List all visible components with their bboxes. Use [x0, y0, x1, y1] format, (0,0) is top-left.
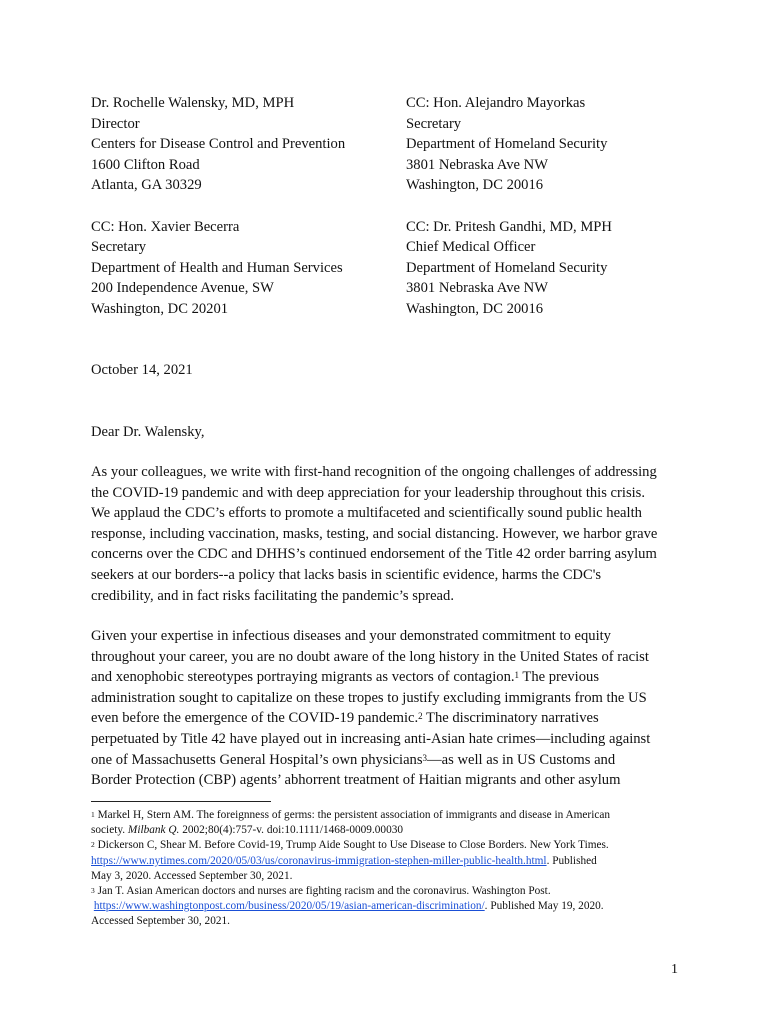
text-line: seekers at our borders--a policy that lacks basis in scientific evidence, harms the CDC's	[91, 566, 602, 583]
recipient-organization: Department of Health and Human Services	[91, 259, 343, 276]
footnotes	[91, 808, 691, 930]
recipient-becerra	[91, 217, 391, 320]
text-line	[91, 750, 681, 771]
text-line: administration sought to capitalize on these tropes to justify excluding immigrants from the US	[91, 689, 647, 706]
text-line: Given your expertise in infectious diseases and your demonstrated commitment to equity	[91, 628, 611, 644]
footnote-text: Markel H, Stern AM. The foreignness of germs: the persistent association of immigrants and disease in American	[97, 809, 611, 821]
footnote-text: 2002;80(4):757-v. doi:10.1111/1468-0009.00030	[179, 824, 404, 837]
text-span: The discriminatory narratives	[422, 710, 599, 727]
text-line: the COVID-19 pandemic and with deep appreciation for your leadership throughout this crisis.	[91, 484, 646, 501]
footnote-3-cont: Accessed September 30, 2021.	[91, 915, 230, 928]
footnote-ref-2[interactable]: 2	[418, 711, 423, 722]
recipient-title: Secretary	[406, 115, 462, 132]
footnote-number: 1	[91, 810, 95, 819]
recipient-walensky	[91, 93, 391, 196]
recipient-title: Chief Medical Officer	[406, 239, 536, 256]
recipient-title: Director	[91, 115, 140, 132]
text-line: As your colleagues, we write with first-hand recognition of the ongoing challenges of addressing	[91, 464, 657, 480]
footnote-text: Dickerson C, Shear M. Before Covid-19, Trump Aide Sought to Use Disease to Close Borders. New York Times.	[97, 839, 609, 852]
recipient-mayorkas	[406, 93, 736, 196]
text-span: and xenophobic stereotypes portraying migrants as vectors of contagion.	[91, 669, 515, 686]
recipient-street: 3801 Nebraska Ave NW	[406, 280, 548, 297]
letter-date: October 14, 2021	[91, 362, 193, 378]
text-line: response, including vaccination, masks, testing, and social distancing. However, we harbor grave	[91, 525, 658, 542]
footnote-2-cont	[91, 854, 691, 869]
footnote-link-nytimes[interactable]: https://www.nytimes.com/2020/05/03/us/coronavirus-immigration-stephen-miller-public-health.html	[91, 854, 547, 867]
text-span: even before the emergence of the COVID-19 pandemic.	[91, 710, 419, 727]
recipient-street: 1600 Clifton Road	[91, 156, 200, 173]
recipient-street: 3801 Nebraska Ave NW	[406, 156, 548, 173]
footnote-2	[91, 838, 691, 853]
recipient-gandhi	[406, 217, 736, 320]
footnote-text: . Published	[546, 854, 597, 867]
recipient-organization: Department of Homeland Security	[406, 136, 608, 153]
footnote-3-cont	[91, 899, 691, 914]
recipient-column-right	[406, 93, 736, 340]
recipient-name: CC: Hon. Xavier Becerra	[91, 218, 240, 235]
text-span: The previous	[519, 669, 599, 686]
footnote-text: . Published May 19, 2020.	[484, 900, 604, 913]
text-span: one of Massachusetts General Hospital’s own physicians	[91, 751, 423, 768]
recipient-organization: Department of Homeland Security	[406, 259, 608, 276]
footnote-3	[91, 884, 691, 899]
text-line: throughout your career, you are no doubt aware of the long history in the United States of racist	[91, 648, 649, 665]
salutation: Dear Dr. Walensky,	[91, 424, 205, 440]
recipient-city: Washington, DC 20016	[406, 177, 544, 194]
recipient-name: CC: Hon. Alejandro Mayorkas	[406, 95, 586, 111]
footnote-text: society.	[91, 824, 128, 837]
footnote-number: 3	[91, 886, 95, 896]
text-line: We applaud the CDC’s efforts to promote a multifaceted and scientifically sound public health	[91, 505, 642, 522]
recipient-street: 200 Independence Avenue, SW	[91, 280, 274, 297]
recipient-city: Atlanta, GA 30329	[91, 177, 202, 194]
paragraph-2	[91, 626, 681, 791]
text-line: credibility, and in fact risks facilitating the pandemic’s spread.	[91, 587, 454, 604]
text-line: concerns over the CDC and DHHS’s continued endorsement of the Title 42 order barring asylum	[91, 546, 657, 563]
text-line: perpetuated by Title 42 have played out in increasing anti-Asian hate crimes—including against	[91, 730, 651, 747]
footnote-ref-1[interactable]: 1	[514, 670, 520, 681]
text-line	[91, 667, 681, 688]
footnote-ref-3[interactable]: 3	[422, 752, 428, 763]
page-number: 1	[671, 962, 678, 977]
footnote-link-washingtonpost[interactable]: https://www.washingtonpost.com/business/2020/05/19/asian-american-discrimination/	[93, 900, 485, 913]
text-span: —as well as in US Customs and	[427, 751, 616, 768]
recipient-organization: Centers for Disease Control and Prevention	[91, 136, 346, 153]
recipient-city: Washington, DC 20016	[406, 300, 544, 317]
journal-name: Milbank Q.	[127, 824, 180, 837]
footnote-2-cont: May 3, 2020. Accessed September 30, 2021.	[91, 869, 293, 882]
recipient-column-left	[91, 93, 391, 340]
footnote-number: 2	[91, 840, 95, 850]
recipient-city: Washington, DC 20201	[91, 300, 229, 317]
text-line: Border Protection (CBP) agents’ abhorrent treatment of Haitian migrants and other asylum	[91, 772, 621, 789]
recipient-name: CC: Dr. Pritesh Gandhi, MD, MPH	[406, 218, 612, 235]
paragraph-1	[91, 462, 681, 606]
recipient-title: Secretary	[91, 239, 147, 256]
text-line	[91, 708, 681, 729]
footnote-1	[91, 808, 691, 823]
footnote-separator	[91, 801, 271, 802]
footnote-text: Jan T. Asian American doctors and nurses are fighting racism and the coronavirus. Washington Post.	[97, 885, 551, 898]
recipient-name: Dr. Rochelle Walensky, MD, MPH	[91, 95, 295, 111]
footnote-1-cont	[91, 823, 691, 838]
